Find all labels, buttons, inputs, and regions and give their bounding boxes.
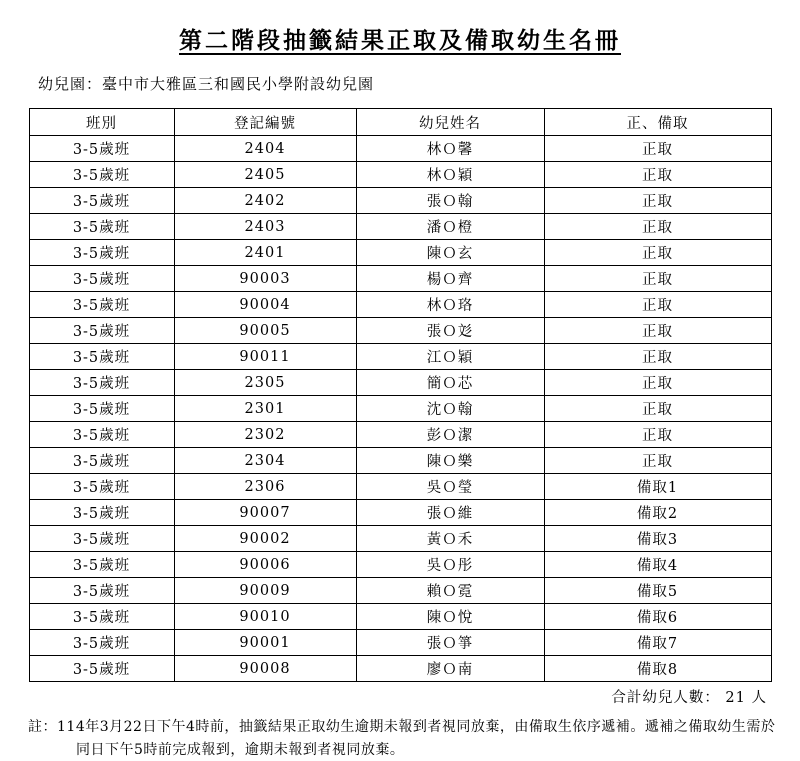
table-row — [29, 344, 771, 370]
column-header-admission-status: 正、備取 — [544, 109, 771, 136]
cell-registration-number: 90009 — [174, 578, 356, 604]
cell-child-name: 張Ｏ翰 — [356, 188, 544, 214]
cell-registration-number: 2301 — [174, 396, 356, 422]
cell-admission-status: 正取 — [544, 266, 771, 292]
cell-child-name: 張Ｏ箏 — [356, 630, 544, 656]
table-row — [29, 552, 771, 578]
table-header-row — [29, 109, 771, 136]
table-row — [29, 162, 771, 188]
total-count-line: 合計幼兒人數： 21 人 — [611, 690, 767, 706]
footnote-line-1: 註：114年3月22日下午4時前，抽籤結果正取幼生逾期未報到者視同放棄，由備取生依序遞補。遞補之備取幼生需於 — [28, 719, 776, 735]
cell-child-name: 林Ｏ珞 — [356, 292, 544, 318]
cell-admission-status: 備取4 — [544, 552, 771, 578]
cell-registration-number: 2401 — [174, 240, 356, 266]
table-row — [29, 396, 771, 422]
footnote-line-2: 同日下午5時前完成報到，逾期未報到者視同放棄。 — [76, 741, 405, 758]
cell-child-name: 吳Ｏ瑩 — [356, 474, 544, 500]
cell-registration-number: 90011 — [174, 344, 356, 370]
document-page — [0, 22, 800, 758]
cell-registration-number: 90010 — [174, 604, 356, 630]
cell-class: 3-5歲班 — [29, 396, 174, 422]
cell-registration-number: 90007 — [174, 500, 356, 526]
table-row — [29, 240, 771, 266]
cell-registration-number: 90006 — [174, 552, 356, 578]
table-row — [29, 422, 771, 448]
cell-admission-status: 正取 — [544, 370, 771, 396]
cell-child-name: 陳Ｏ玄 — [356, 240, 544, 266]
column-header-registration-number: 登記編號 — [174, 109, 356, 136]
cell-child-name: 黃Ｏ禾 — [356, 526, 544, 552]
cell-admission-status: 正取 — [544, 162, 771, 188]
cell-registration-number: 2302 — [174, 422, 356, 448]
cell-class: 3-5歲班 — [29, 188, 174, 214]
cell-class: 3-5歲班 — [29, 578, 174, 604]
cell-class: 3-5歲班 — [29, 136, 174, 162]
footnote — [28, 717, 778, 761]
cell-registration-number: 90002 — [174, 526, 356, 552]
cell-registration-number: 2404 — [174, 136, 356, 162]
cell-class: 3-5歲班 — [29, 422, 174, 448]
cell-admission-status: 備取8 — [544, 656, 771, 682]
cell-admission-status: 正取 — [544, 214, 771, 240]
cell-admission-status: 正取 — [544, 318, 771, 344]
cell-admission-status: 正取 — [544, 448, 771, 474]
cell-class: 3-5歲班 — [29, 552, 174, 578]
cell-class: 3-5歲班 — [29, 318, 174, 344]
cell-class: 3-5歲班 — [29, 500, 174, 526]
cell-registration-number: 90001 — [174, 630, 356, 656]
cell-class: 3-5歲班 — [29, 266, 174, 292]
cell-child-name: 廖Ｏ南 — [356, 656, 544, 682]
cell-child-name: 簡Ｏ芯 — [356, 370, 544, 396]
cell-child-name: 陳Ｏ樂 — [356, 448, 544, 474]
cell-admission-status: 正取 — [544, 136, 771, 162]
cell-registration-number: 90004 — [174, 292, 356, 318]
cell-class: 3-5歲班 — [29, 474, 174, 500]
cell-admission-status: 正取 — [544, 422, 771, 448]
cell-admission-status: 正取 — [544, 292, 771, 318]
cell-admission-status: 備取7 — [544, 630, 771, 656]
cell-registration-number: 90005 — [174, 318, 356, 344]
cell-child-name: 沈Ｏ翰 — [356, 396, 544, 422]
table-row — [29, 656, 771, 682]
cell-class: 3-5歲班 — [29, 162, 174, 188]
cell-admission-status: 備取6 — [544, 604, 771, 630]
cell-registration-number: 2405 — [174, 162, 356, 188]
table-row — [29, 188, 771, 214]
roster-table — [29, 108, 772, 682]
column-header-class: 班別 — [29, 109, 174, 136]
cell-class: 3-5歲班 — [29, 214, 174, 240]
cell-admission-status: 備取5 — [544, 578, 771, 604]
cell-child-name: 林Ｏ馨 — [356, 136, 544, 162]
cell-child-name: 彭Ｏ潔 — [356, 422, 544, 448]
cell-child-name: 潘Ｏ橙 — [356, 214, 544, 240]
cell-admission-status: 正取 — [544, 188, 771, 214]
cell-admission-status: 正取 — [544, 240, 771, 266]
cell-child-name: 賴Ｏ霓 — [356, 578, 544, 604]
kindergarten-name-line: 幼兒園：臺中市大雅區三和國民小學附設幼兒園 — [38, 75, 375, 93]
cell-class: 3-5歲班 — [29, 630, 174, 656]
cell-class: 3-5歲班 — [29, 292, 174, 318]
cell-registration-number: 90003 — [174, 266, 356, 292]
cell-admission-status: 正取 — [544, 344, 771, 370]
cell-child-name: 江Ｏ穎 — [356, 344, 544, 370]
cell-child-name: 張Ｏ彣 — [356, 318, 544, 344]
cell-child-name: 林Ｏ穎 — [356, 162, 544, 188]
table-row — [29, 318, 771, 344]
column-header-child-name: 幼兒姓名 — [356, 109, 544, 136]
cell-class: 3-5歲班 — [29, 370, 174, 396]
cell-child-name: 楊Ｏ齊 — [356, 266, 544, 292]
cell-class: 3-5歲班 — [29, 656, 174, 682]
cell-registration-number: 2305 — [174, 370, 356, 396]
cell-child-name: 陳Ｏ悅 — [356, 604, 544, 630]
table-row — [29, 630, 771, 656]
table-row — [29, 136, 771, 162]
table-row — [29, 266, 771, 292]
cell-class: 3-5歲班 — [29, 526, 174, 552]
table-row — [29, 474, 771, 500]
cell-class: 3-5歲班 — [29, 240, 174, 266]
cell-class: 3-5歲班 — [29, 604, 174, 630]
table-row — [29, 578, 771, 604]
table-row — [29, 448, 771, 474]
table-row — [29, 292, 771, 318]
table-row — [29, 526, 771, 552]
cell-admission-status: 正取 — [544, 396, 771, 422]
table-row — [29, 370, 771, 396]
table-row — [29, 214, 771, 240]
cell-child-name: 吳Ｏ彤 — [356, 552, 544, 578]
cell-class: 3-5歲班 — [29, 344, 174, 370]
table-row — [29, 500, 771, 526]
cell-child-name: 張Ｏ維 — [356, 500, 544, 526]
cell-admission-status: 備取2 — [544, 500, 771, 526]
cell-admission-status: 備取3 — [544, 526, 771, 552]
cell-registration-number: 2306 — [174, 474, 356, 500]
cell-admission-status: 備取1 — [544, 474, 771, 500]
cell-class: 3-5歲班 — [29, 448, 174, 474]
cell-registration-number: 2304 — [174, 448, 356, 474]
cell-registration-number: 2402 — [174, 188, 356, 214]
cell-registration-number: 2403 — [174, 214, 356, 240]
table-row — [29, 604, 771, 630]
cell-registration-number: 90008 — [174, 656, 356, 682]
page-title: 第二階段抽籤結果正取及備取幼生名冊 — [179, 27, 621, 54]
